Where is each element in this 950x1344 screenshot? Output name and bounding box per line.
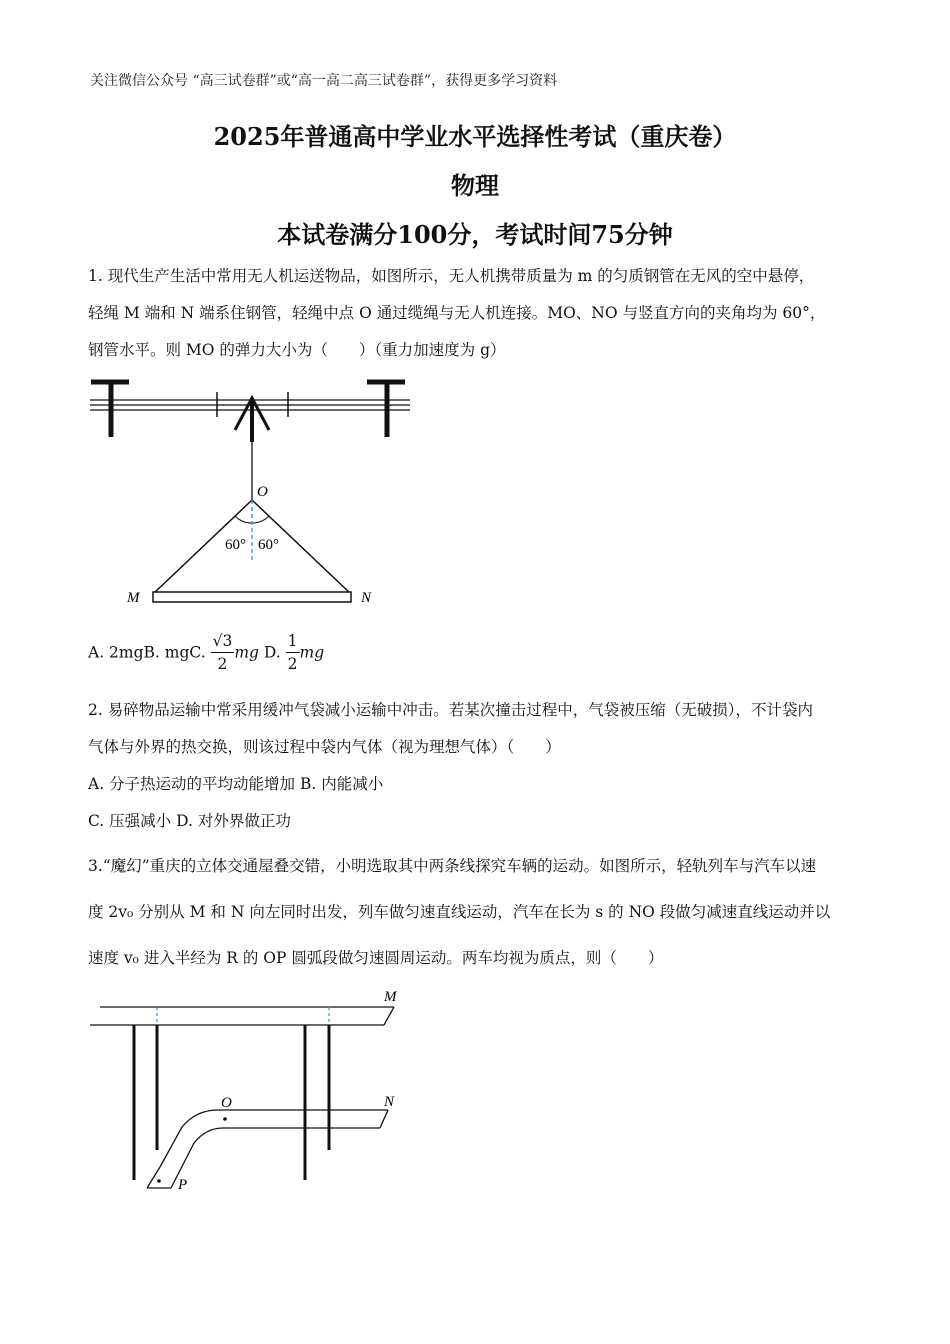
label-m: M <box>127 590 140 606</box>
q1-option-d-denominator: 2 <box>287 655 298 673</box>
label-n: N <box>361 590 372 606</box>
point-o <box>223 1117 227 1121</box>
q1-option-c-numerator: √3 <box>211 630 235 653</box>
subject-title: 物理 <box>451 171 499 200</box>
label-o: O <box>221 1095 232 1111</box>
notice-text: 关注微信公众号 “高三试卷群”或“高一高二高三试卷群”，获得更多学习资料 <box>90 73 558 89</box>
label-o: O <box>257 484 268 500</box>
q1-options <box>88 630 324 675</box>
q2-options-ab: A. 分子热运动的平均动能增加 B. 内能减小 <box>88 775 384 793</box>
question-2 <box>88 692 870 840</box>
q1-option-a: A. 2mg <box>88 643 144 662</box>
q1-line-1: 1. 现代生产生活中常用无人机运送物品，如图所示，无人机携带质量为 m 的匀质钢管在无风的空中悬停， <box>88 267 815 285</box>
q3-line-3: 速度 v₀ 进入半经为 R 的 OP 圆弧段做匀速圆周运动。两车均视为质点，则（ ） <box>88 949 664 967</box>
label-p: P <box>178 1177 188 1193</box>
steel-pipe <box>153 592 351 602</box>
exam-info: 本试卷满分100分，考试时间75分钟 <box>277 220 673 249</box>
q2-line-2: 气体与外界的热交换，则该过程中袋内气体（视为理想气体）（ ） <box>88 738 561 756</box>
label-m: M <box>384 989 397 1005</box>
q1-figure-drone <box>85 372 425 612</box>
q1-option-c-unit: mg <box>234 643 259 662</box>
question-3 <box>88 843 870 981</box>
label-n: N <box>384 1094 395 1110</box>
q1-option-b: B. mg <box>143 643 190 662</box>
exam-title: 2025年普通高中学业水平选择性考试（重庆卷） <box>213 122 737 151</box>
q3-figure-transit <box>88 985 408 1195</box>
q1-option-c-fraction <box>211 630 235 675</box>
point-p <box>157 1179 161 1183</box>
q1-option-d-numerator: 1 <box>286 630 300 653</box>
q2-options-cd: C. 压强减小 D. 对外界做正功 <box>88 812 291 830</box>
q1-option-d-fraction <box>286 630 300 675</box>
drone-icon <box>90 382 410 442</box>
q1-line-3: 钢管水平。则 MO 的弹力大小为（ ）（重力加速度为 g） <box>88 341 506 359</box>
q3-line-1: 3.“魔幻”重庆的立体交通屋叠交错，小明选取其中两条线探究车辆的运动。如图所示，轻轨列车与汽车以速 <box>88 857 817 875</box>
rail-m <box>90 1007 394 1025</box>
label-angle-left: 60° <box>225 537 246 553</box>
q2-line-1: 2. 易碎物品运输中常采用缓冲气袋减小运输中冲击。若某次撞击过程中，气袋被压缩（无破损），不计袋内 <box>88 701 813 719</box>
q1-line-2: 轻绳 M 端和 N 端系住钢管，轻绳中点 O 通过缆绳与无人机连接。MO、NO 与竖直方向的夹角均为 60°， <box>88 304 826 322</box>
label-angle-right: 60° <box>258 537 279 553</box>
q3-line-2: 度 2v₀ 分别从 M 和 N 向左同时出发，列车做匀速直线运动，汽车在长为 s 的 NO 段做匀减速直线运动并以 <box>88 903 831 921</box>
question-1 <box>88 258 870 369</box>
q1-option-d-unit: mg <box>299 643 325 662</box>
q1-option-d-label: D. <box>263 643 281 662</box>
q1-option-c-denominator: 2 <box>217 655 228 673</box>
q1-option-c-label: C. <box>189 643 206 662</box>
